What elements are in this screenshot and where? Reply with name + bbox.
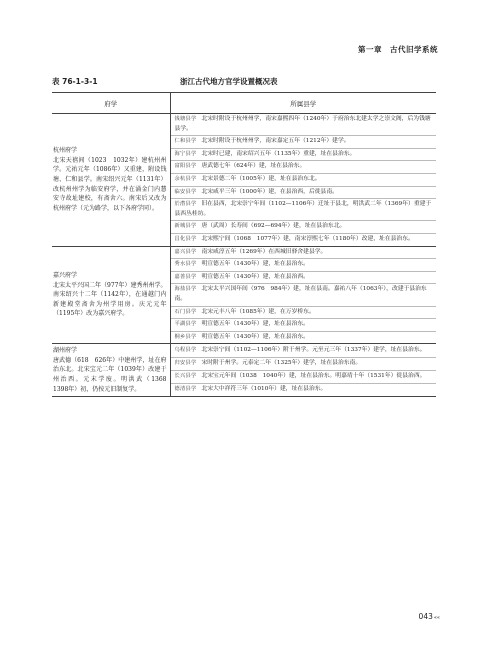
table-row <box>52 246 436 259</box>
county-text: 唐武德七年（624年）建，址在县治东。 <box>201 163 306 170</box>
county-text: 唐（武周）长寿间（692—694年）建，址在县治东北。 <box>201 223 346 230</box>
prefecture-cell <box>52 344 173 397</box>
county-name: 於潜县学 <box>174 201 197 208</box>
county-cell <box>170 233 436 246</box>
county-text: 北宋宝元年间（1038 1040年）建，址在县治东。明嘉靖十年（1531年）徙县治西。 <box>201 373 426 380</box>
county-text: 宋时附于州学。元泰定二年（1325年）建学，址在县治东南。 <box>201 359 362 366</box>
county-text: 北宋崇宁间（1102—1106年）附于州学。元至元三年（1337年）建学，址在县治东。 <box>201 346 426 353</box>
page-number-value: 043 <box>418 612 433 621</box>
county-name: 归安县学 <box>174 359 197 366</box>
prefecture-name: 杭州府学 <box>53 147 78 155</box>
county-text: 北宋熙宁间（1068 1077年）建，南宋淳熙七年（1180年）改建，址在县治东。 <box>201 235 414 242</box>
table-body <box>52 114 436 397</box>
table-row <box>52 344 436 357</box>
county-text: 明宣德五年（1430年）建，址在县治东。 <box>201 321 309 328</box>
prefecture-text: 北宋太平兴国二年（977年）建秀州州学。南宋绍兴十二年（1142年），在通越门内新建殿堂斋舍为州学用房。庆元元年（1195年）改为嘉兴府学。 <box>53 281 167 318</box>
column-header-prefecture: 府学 <box>52 93 170 114</box>
prefecture-name: 湖州府学 <box>53 347 78 355</box>
county-cell <box>170 319 436 332</box>
prefecture-text: 唐武德（618 626年）中建州学，址在府治东北。北宋宝元二年（1039年）改建于州治西。元末学废。明洪武（1368 1398年）初，仍按元旧制复学。 <box>53 356 173 393</box>
prefecture-cell <box>52 114 170 247</box>
county-cell <box>170 136 436 149</box>
chapter-header: 第一章 古代旧学系统 <box>358 45 438 54</box>
county-text: 北宋时附设于杭州州学，南宋嘉熙四年（1240年）于府治东北建太学之崇文阁，后为钱塘县学。 <box>174 116 431 132</box>
county-text: 北宋元丰八年（1085年）建，在万岁桥东。 <box>201 308 315 315</box>
prefecture-text: 北宋天禧间（1023 1032年）建杭州州学。元祐元年（1086年）又重建，附设钱塘、仁和县学。南宋绍兴元年（1131年）改杭州州学为临安府学，并在涌金门内慧安寺故址建校，有斋舍六。南宋后又改为杭州府学（元为路学，以下各府学同）。 <box>53 156 167 212</box>
county-cell <box>170 259 436 272</box>
county-text: 北宋时附设于杭州州学，南宋嘉定五年（1212年）建学。 <box>201 138 350 145</box>
table-header-row <box>52 93 436 114</box>
county-name: 德清县学 <box>174 386 197 393</box>
county-cell <box>170 161 436 174</box>
county-text: 北宋咸平三年（1000年）建，在县治西，后徙县南。 <box>201 188 338 195</box>
county-cell <box>170 383 436 396</box>
county-name: 昌化县学 <box>174 235 197 242</box>
county-text: 北宋太平兴国年间（976 984年）建，址在县南。嘉祐八年（1063年），改建于县治东南。 <box>174 286 427 302</box>
column-header-county: 所属县学 <box>170 93 436 114</box>
county-cell <box>170 306 436 319</box>
county-cell <box>170 246 436 259</box>
county-cell <box>170 173 436 186</box>
county-text: 旧在县西，北宋崇宁年间（1102—1106年）迁址于县北，明洪武二年（1369年）重建于县西丛桂坊。 <box>174 201 432 217</box>
county-cell <box>170 344 436 357</box>
county-text: 北宋景德二年（1005年）建，址在县治东北。 <box>201 175 321 182</box>
county-cell <box>170 148 436 161</box>
county-cell <box>170 186 436 199</box>
county-cell <box>170 199 436 221</box>
county-text: 明宣德五年（1430年）建，址在县治西。 <box>201 273 309 280</box>
prefecture-cell <box>52 246 170 344</box>
page-number <box>419 612 440 621</box>
county-name: 海宁县学 <box>174 150 197 157</box>
county-cell <box>170 284 436 306</box>
county-name: 仁和县学 <box>174 138 197 145</box>
county-cell <box>170 357 436 370</box>
county-cell <box>170 221 436 234</box>
schools-table <box>52 92 436 397</box>
county-name: 临安县学 <box>174 188 197 195</box>
county-name: 桐乡县学 <box>174 333 197 340</box>
county-name: 乌程县学 <box>174 346 197 353</box>
county-text: 明宣德五年（1430年）建，址在县治东。 <box>201 333 309 340</box>
county-text: 南宋咸淳五年（1269年）在西城旧驿舍建县学。 <box>201 248 327 255</box>
county-cell <box>170 331 436 344</box>
table-number: 表 76-1-3-1 <box>52 77 98 86</box>
county-text: 北宋时已建，南宋绍兴五年（1135年）重建，址在县治东。 <box>201 150 356 157</box>
county-cell <box>170 271 436 284</box>
county-name: 新城县学 <box>174 223 197 230</box>
county-name: 嘉善县学 <box>174 273 197 280</box>
page-mark: «« <box>433 615 440 621</box>
prefecture-name: 嘉兴府学 <box>53 271 78 279</box>
county-name: 海盐县学 <box>174 286 197 293</box>
county-name: 余杭县学 <box>174 175 197 182</box>
county-text: 北宋大中祥符三年（1010年）建，址在县治东。 <box>201 386 327 393</box>
table-row <box>52 114 436 136</box>
county-name: 平湖县学 <box>174 321 197 328</box>
county-name: 富阳县学 <box>174 163 197 170</box>
table-title: 浙江古代地方官学设置概况表 <box>180 77 278 86</box>
county-name: 石门县学 <box>174 308 197 315</box>
county-name: 秀水县学 <box>174 261 197 268</box>
county-name: 长兴县学 <box>174 373 197 380</box>
county-text: 明宣德五年（1430年）建，址在县治东。 <box>201 261 309 268</box>
county-cell <box>170 114 436 136</box>
county-name: 嘉兴县学 <box>174 248 197 255</box>
county-cell <box>170 370 436 383</box>
county-name: 钱塘县学 <box>174 116 197 122</box>
